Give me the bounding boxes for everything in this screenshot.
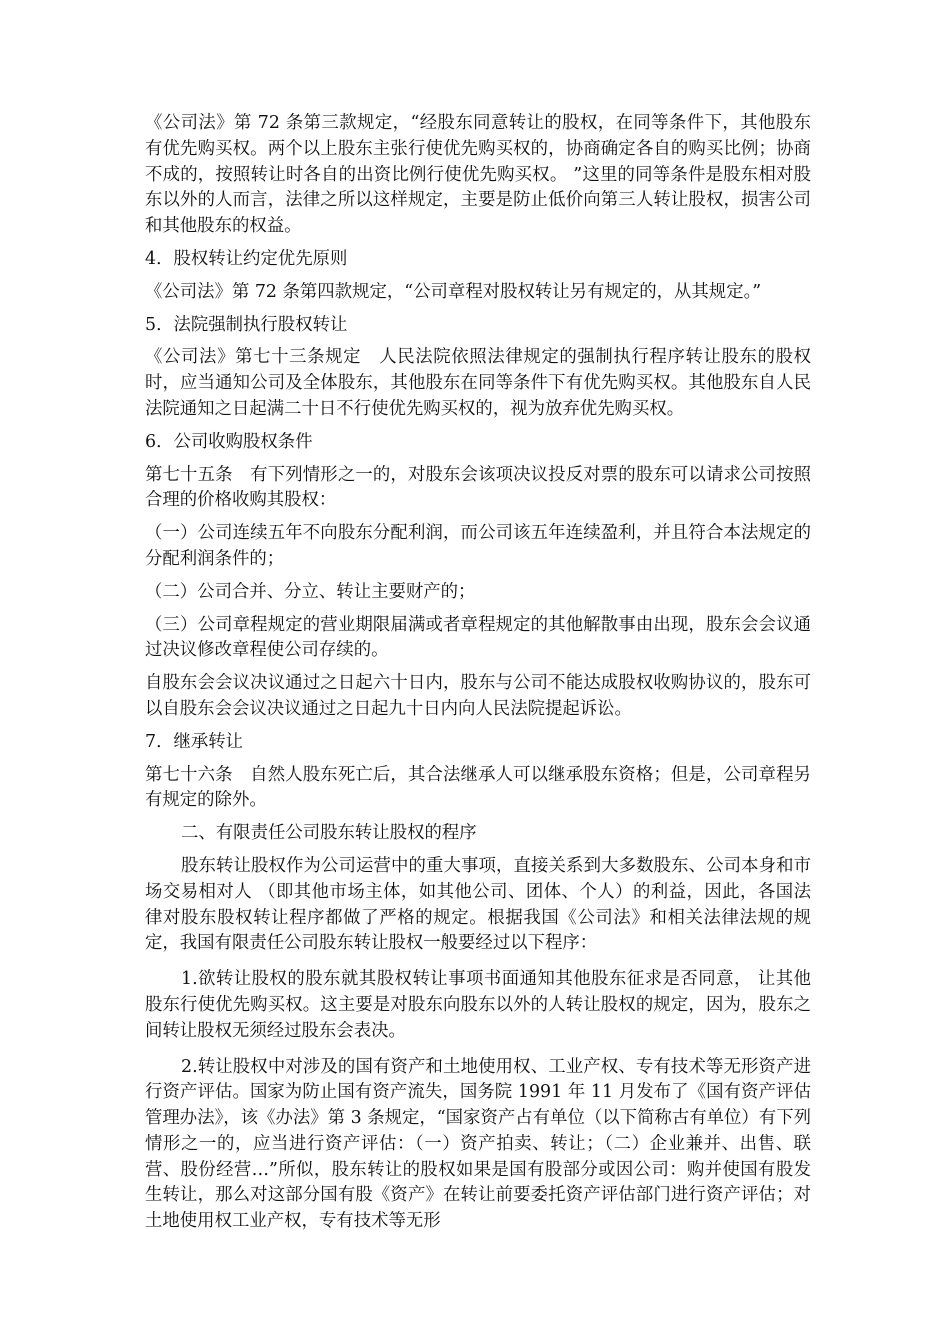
section-heading-5: 5．法院强制执行股权转让 [145,314,348,335]
paragraph-step-1: 1.欲转让股权的股东就其股权转让事项书面通知其他股东征求是否同意， 让其他股东行使优先购买权。这主要是对股东向股东以外的人转让股权的规定，因为，股东之间转让股权无须经过股东会表决。 [145,969,811,1041]
paragraph-step-2: 2.转让股权中对涉及的国有资产和土地使用权、工业产权、专有技术等无形资产进行资产评估。国家为防止国有资产流失，国务院 1991 年 11 月发布了《国有资产评估管理办法》，该《办法》第 3 条规定，“国家资产占有单位（以下简称古有单位）有下列情形之一的，应当进行资产评估：（一）资产拍卖、转让；（二）企业兼并、出售、联营、股份经营…”所似，股东转让的股权如果是国有股部分或因公司：购并使国有股发生转让，那么对这部分国有股《资产》在转让前要委托资产评估部门进行资产评估；对土地使用权工业产权，专有技术等无形 [145,1056,811,1232]
section-heading-procedure: 二、有限责任公司股东转让股权的程序 [181,823,477,844]
list-item-2: （二）公司合并、分立、转让主要财产的； [145,581,476,602]
section-heading-6: 6．公司收购股权条件 [145,431,313,452]
paragraph-procedure-intro: 股东转让股权作为公司运营中的重大事项，直接关系到大多数股东、公司本身和市场交易相对人 （即其他市场主体，如其他公司、团体、个人）的利益，因此，各国法律对股东股权转让程序都做了严格的规定。根据我国《公司法》和相关法律法规的规定，我国有限责任公司股东转让股权一般要经过以下程序： [145,855,811,954]
document-page [145,111,811,1242]
paragraph-article72-clause3: 《公司法》第 72 条第三款规定，“经股东同意转让的股权，在同等条件下，其他股东有优先购买权。两个以上股东主张行使优先购买权的，协商确定各自的购买比例；协商不成的，按照转让时各自的出资比例行使优先购买权。 ”这里的同等条件是股东相对股东以外的人而言，法律之所以这样规定，主要是防止低价向第三人转让股权，损害公司和其他股东的权益。 [145,113,811,237]
list-item-3: （三）公司章程规定的营业期限届满或者章程规定的其他解散事由出现，股东会会议通过决议修改章程使公司存续的。 [145,614,811,661]
paragraph-article73: 《公司法》第七十三条规定 人民法院依照法律规定的强制执行程序转让股东的股权时，应当通知公司及全体股东，其他股东在同等条件下有优先购买权。其他股东自人民法院通知之日起满二十日不行使优先购买权的，视为放弃优先购买权。 [145,347,811,419]
paragraph-article75: 第七十五条 有下列情形之一的，对股东会该项决议投反对票的股东可以请求公司按照合理的价格收购其股权： [145,464,811,511]
paragraph-article72-clause4: 《公司法》第 72 条第四款规定，“公司章程对股权转让另有规定的，从其规定。” [145,281,762,302]
paragraph-lawsuit-deadline: 自股东会会议决议通过之日起六十日内，股东与公司不能达成股权收购协议的，股东可以自股东会会议决议通过之日起九十日内向人民法院提起诉讼。 [145,673,811,719]
section-heading-7: 7．继承转让 [145,731,244,752]
list-item-1: （一）公司连续五年不向股东分配利润，而公司该五年连续盈利，并且符合本法规定的分配利润条件的； [145,523,811,569]
section-heading-4: 4．股权转让约定优先原则 [145,248,348,269]
paragraph-article76: 第七十六条 自然人股东死亡后，其合法继承人可以继承股东资格；但是，公司章程另有规定的除外。 [145,764,811,811]
